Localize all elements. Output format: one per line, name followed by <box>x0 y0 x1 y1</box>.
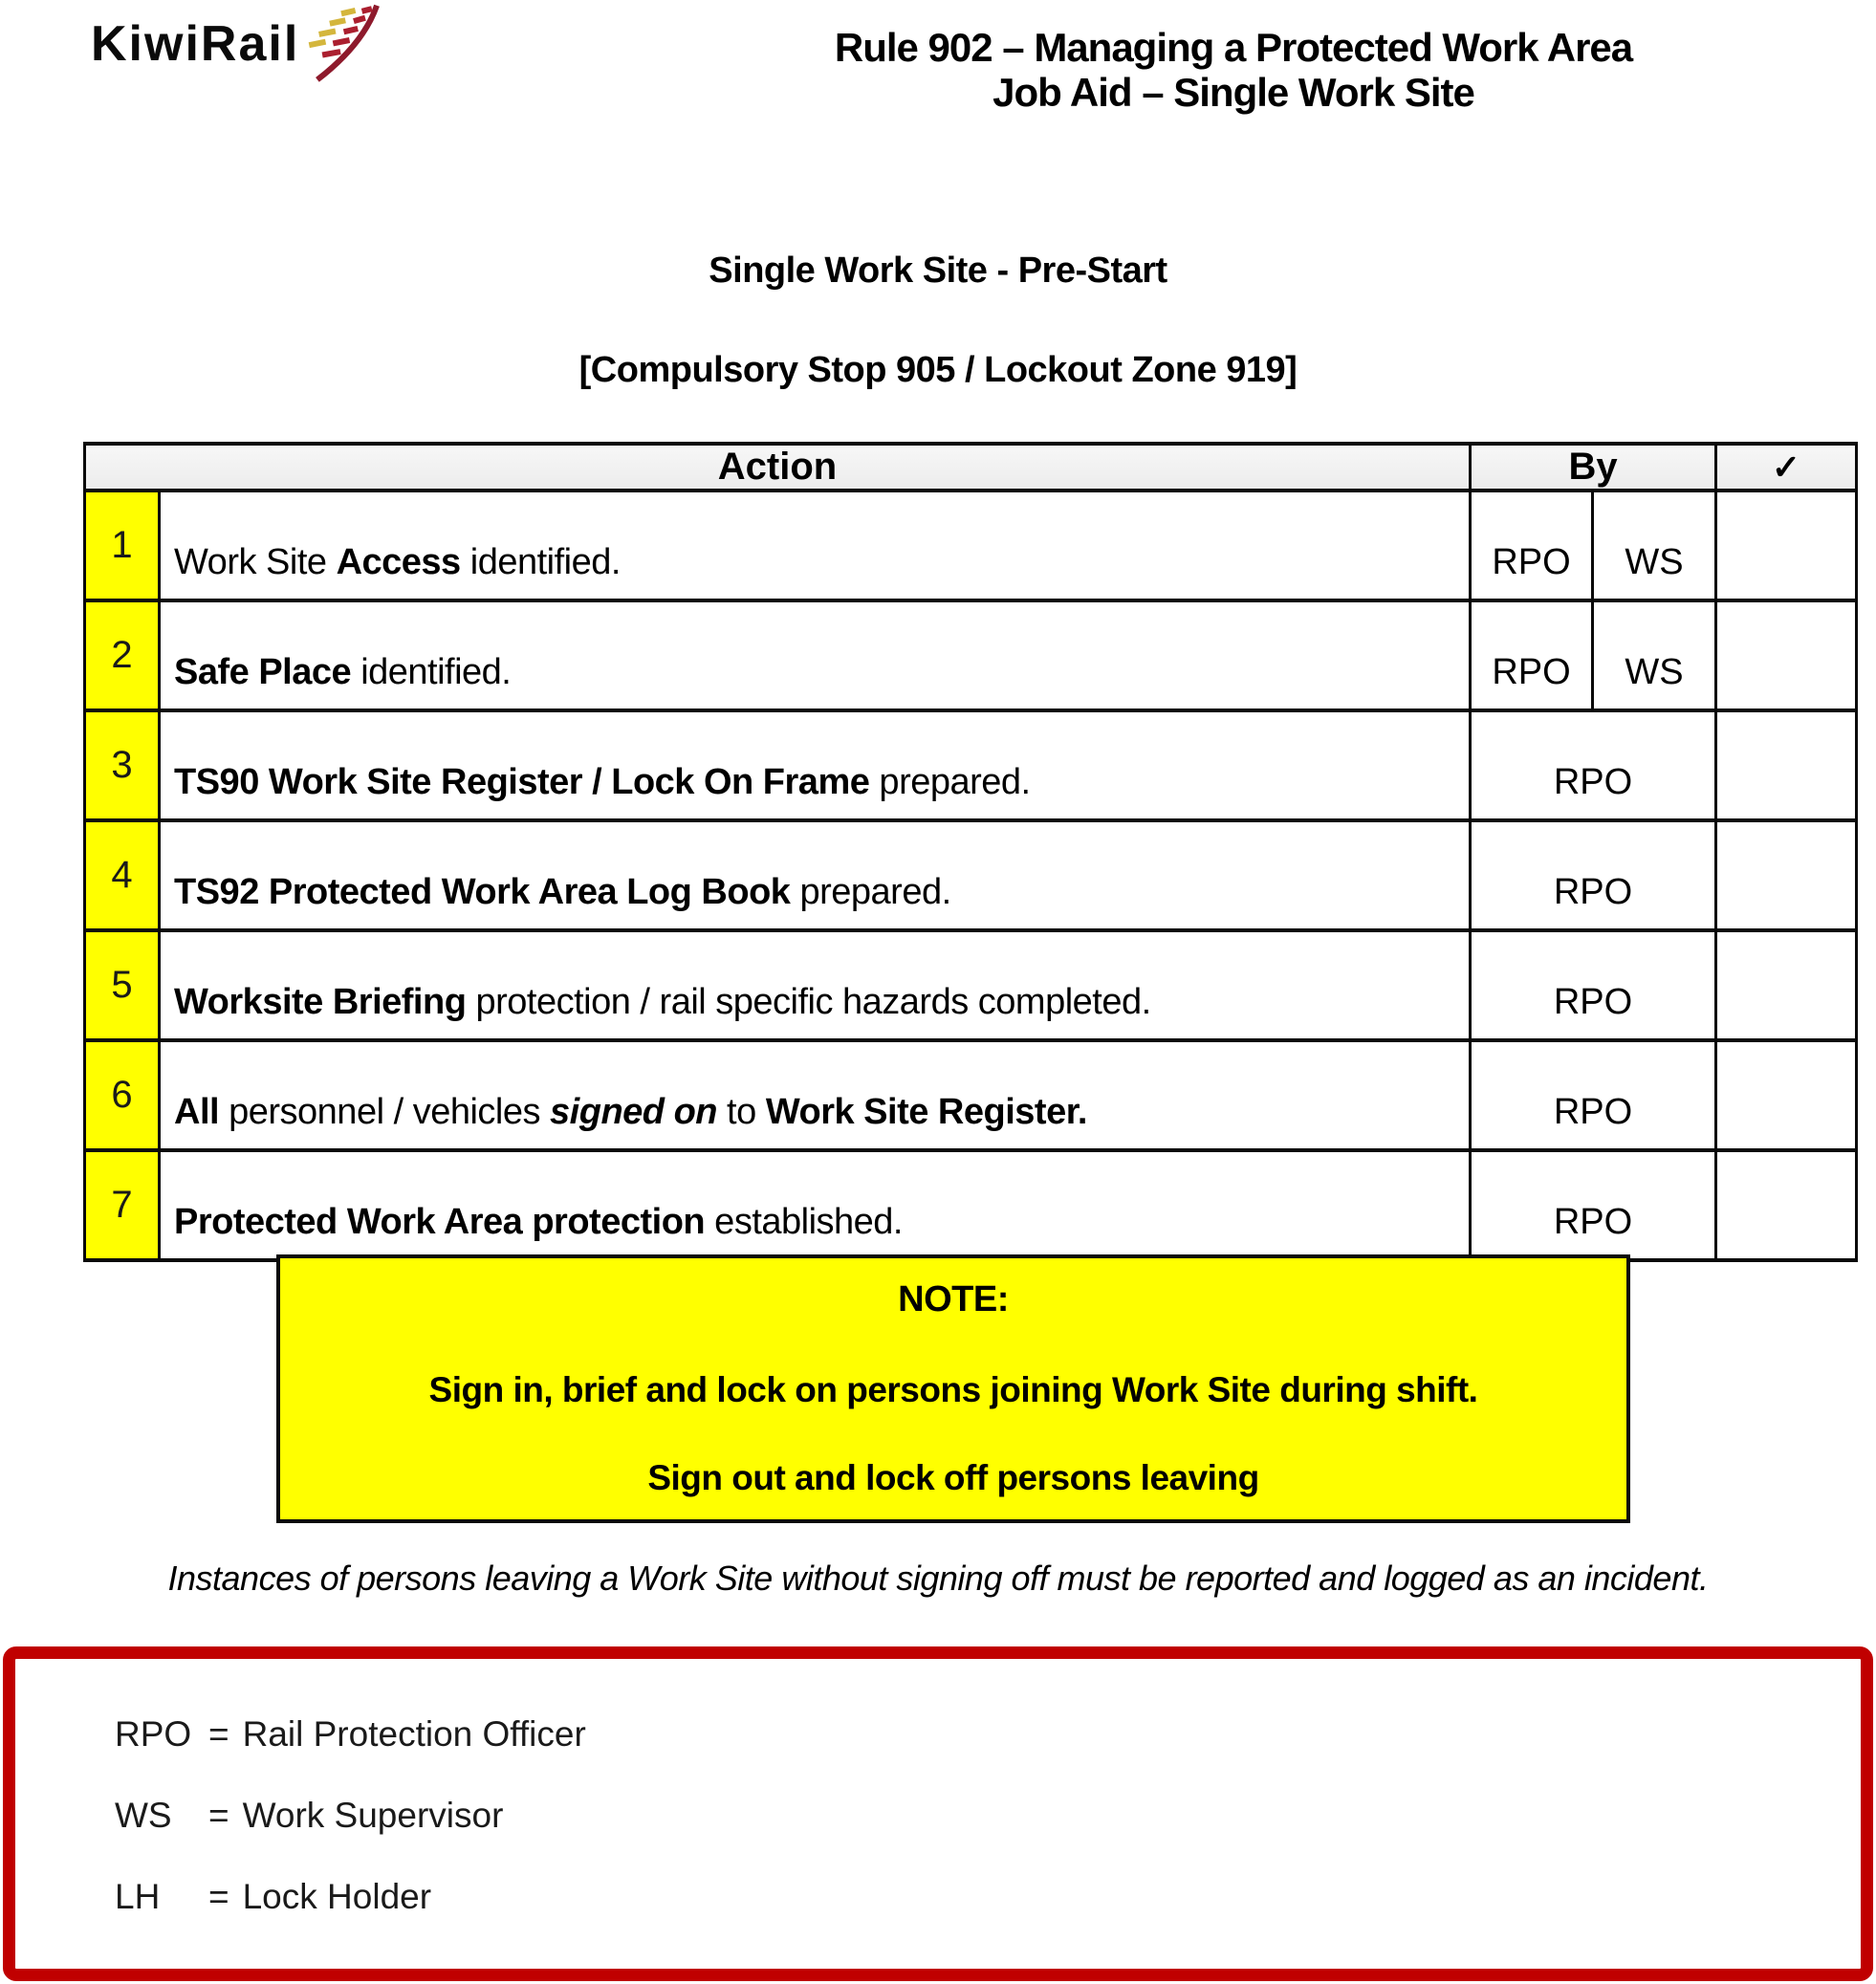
table-row-7 <box>85 1150 1857 1260</box>
by-cell-rpo: RPO <box>1471 491 1593 600</box>
row-number: 2 <box>85 600 160 710</box>
action-text: Protected Work Area protection established. <box>160 1150 1471 1260</box>
table-row-5 <box>85 930 1857 1040</box>
check-cell[interactable] <box>1716 1040 1857 1150</box>
row-number: 1 <box>85 491 160 600</box>
legend-abbr: RPO <box>115 1714 192 1754</box>
action-text: TS90 Work Site Register / Lock On Frame prepared. <box>160 710 1471 820</box>
row-number: 5 <box>85 930 160 1040</box>
action-text: TS92 Protected Work Area Log Book prepared. <box>160 820 1471 930</box>
note-box <box>276 1254 1630 1523</box>
row-number: 4 <box>85 820 160 930</box>
row-number: 6 <box>85 1040 160 1150</box>
check-cell[interactable] <box>1716 600 1857 710</box>
row-number: 3 <box>85 710 160 820</box>
legend-name: Work Supervisor <box>242 1796 504 1835</box>
pre-start-checklist-table <box>83 442 1858 1262</box>
legend-name: Lock Holder <box>242 1877 432 1916</box>
equals-sign: = <box>208 1714 229 1754</box>
by-cell-rpo: RPO <box>1471 710 1716 820</box>
action-text: Worksite Briefing protection / rail specific hazards completed. <box>160 930 1471 1040</box>
action-text: All personnel / vehicles signed on to Work Site Register. <box>160 1040 1471 1150</box>
kiwirail-logo-text: KiwiRail <box>91 16 300 72</box>
row-number: 7 <box>85 1150 160 1260</box>
check-cell[interactable] <box>1716 930 1857 1040</box>
document-title <box>593 25 1874 115</box>
by-cell-rpo: RPO <box>1471 1040 1716 1150</box>
legend-item-rpo <box>115 1714 1861 1753</box>
table-row-4 <box>85 820 1857 930</box>
equals-sign: = <box>208 1796 229 1835</box>
kiwirail-logo <box>91 6 389 87</box>
table-row-3 <box>85 710 1857 820</box>
note-heading: NOTE: <box>898 1279 1009 1319</box>
by-cell-rpo: RPO <box>1471 930 1716 1040</box>
action-text: Work Site Access identified. <box>160 491 1471 600</box>
legend-name: Rail Protection Officer <box>242 1714 586 1754</box>
legend-abbr: WS <box>115 1796 172 1835</box>
table-header-row <box>85 444 1857 491</box>
column-header-action: Action <box>85 444 1471 491</box>
column-header-by: By <box>1471 444 1716 491</box>
by-cell-ws: WS <box>1593 600 1716 710</box>
note-line-2: Sign out and lock off persons leaving <box>647 1458 1259 1497</box>
title-line-2: Job Aid – Single Work Site <box>993 70 1474 115</box>
legend-item-ws <box>115 1796 1861 1834</box>
subtitle-pre-start: Single Work Site - Pre-Start <box>709 251 1167 291</box>
check-cell[interactable] <box>1716 491 1857 600</box>
action-text: Safe Place identified. <box>160 600 1471 710</box>
by-cell-rpo: RPO <box>1471 820 1716 930</box>
equals-sign: = <box>208 1877 229 1916</box>
check-cell[interactable] <box>1716 820 1857 930</box>
legend-abbr: LH <box>115 1877 161 1916</box>
check-cell[interactable] <box>1716 710 1857 820</box>
by-cell-ws: WS <box>1593 491 1716 600</box>
legend-item-lh <box>115 1877 1861 1915</box>
fern-icon <box>305 4 389 87</box>
note-line-1: Sign in, brief and lock on persons joining Work Site during shift. <box>428 1370 1478 1409</box>
by-cell-rpo: RPO <box>1471 1150 1716 1260</box>
incident-note: Instances of persons leaving a Work Site without signing off must be reported and logged as an incident. <box>167 1559 1709 1598</box>
legend-box <box>3 1646 1873 1981</box>
table-row-2 <box>85 600 1857 710</box>
table-row-6 <box>85 1040 1857 1150</box>
check-cell[interactable] <box>1716 1150 1857 1260</box>
column-header-check: ✓ <box>1716 444 1857 491</box>
table-row-1 <box>85 491 1857 600</box>
title-line-1: Rule 902 – Managing a Protected Work Area <box>834 25 1633 70</box>
by-cell-rpo: RPO <box>1471 600 1593 710</box>
subtitle-compulsory-stop: [Compulsory Stop 905 / Lockout Zone 919] <box>578 350 1298 390</box>
